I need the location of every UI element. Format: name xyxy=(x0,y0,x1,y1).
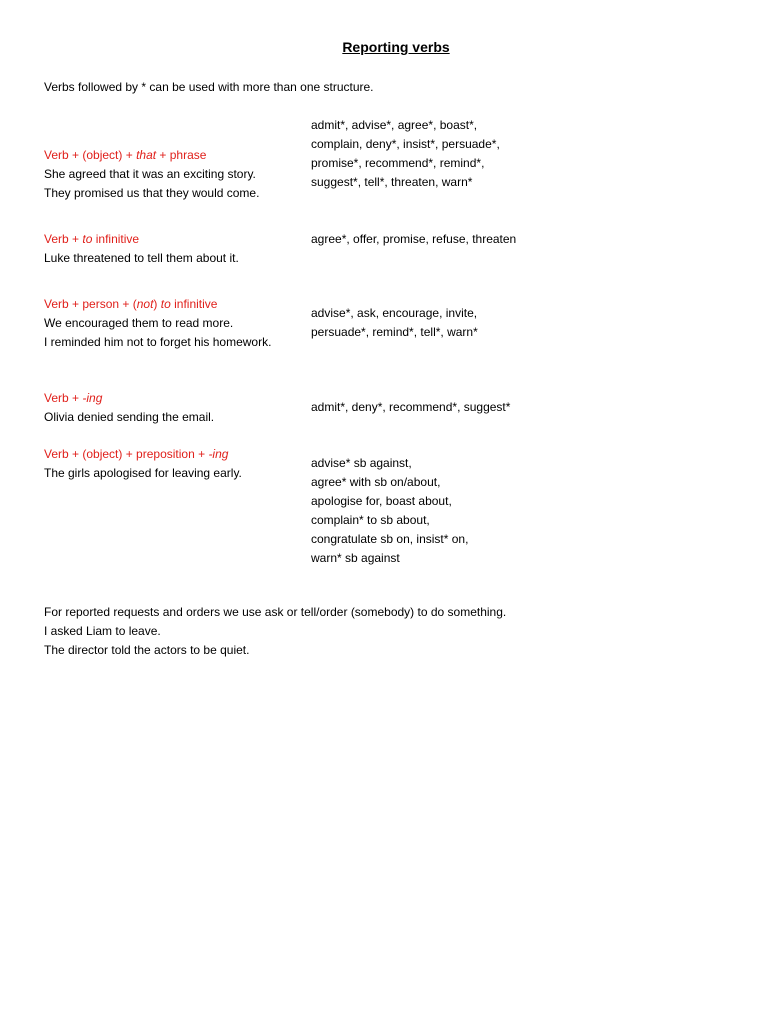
section-to-infinitive-left xyxy=(44,230,306,268)
section-person-infinitive-left xyxy=(44,295,306,352)
verb-list-line: admit*, deny*, recommend*, suggest* xyxy=(311,400,511,414)
example-line: We encouraged them to read more. xyxy=(44,316,234,330)
heading-italic: -ing xyxy=(208,447,229,461)
verb-list-line: persuade*, remind*, tell*, warn* xyxy=(311,325,478,339)
example-line: She agreed that it was an exciting story. xyxy=(44,167,256,181)
section-preposition-ing-verbs xyxy=(311,454,751,568)
heading-italic: not xyxy=(136,297,154,311)
section-that-phrase-verbs xyxy=(311,116,751,192)
heading-part: Verb + xyxy=(44,391,83,405)
footer-line: I asked Liam to leave. xyxy=(44,624,161,638)
verb-list-line: admit*, advise*, agree*, boast*, xyxy=(311,118,478,132)
verb-list-line: advise* sb against, xyxy=(311,456,412,470)
section-preposition-ing-left xyxy=(44,445,306,483)
example-line: They promised us that they would come. xyxy=(44,186,260,200)
heading-part: + phrase xyxy=(156,148,207,162)
verb-list-line: congratulate sb on, insist* on, xyxy=(311,532,469,546)
example-line: The girls apologised for leaving early. xyxy=(44,466,242,480)
example-line: Olivia denied sending the email. xyxy=(44,410,215,424)
heading-part: Verb + (object) + xyxy=(44,148,137,162)
heading-part: Verb + xyxy=(44,232,83,246)
verb-list-line: complain, deny*, insist*, persuade*, xyxy=(311,137,500,151)
verb-list-line: suggest*, tell*, threaten, warn* xyxy=(311,175,473,189)
verb-list-line: agree*, offer, promise, refuse, threaten xyxy=(311,232,517,246)
heading-italic: that xyxy=(136,148,157,162)
verb-list-line: advise*, ask, encourage, invite, xyxy=(311,306,478,320)
heading-part: infinitive xyxy=(170,297,218,311)
verb-list-line: warn* sb against xyxy=(311,551,400,565)
heading-italic: to xyxy=(160,297,171,311)
heading-italic: to xyxy=(82,232,93,246)
heading-italic: -ing xyxy=(82,391,103,405)
example-line: I reminded him not to forget his homework. xyxy=(44,335,272,349)
section-heading xyxy=(44,295,306,314)
verb-list-line: promise*, recommend*, remind*, xyxy=(311,156,485,170)
footer-line: For reported requests and orders we use ask or tell/order (somebody) to do something. xyxy=(44,605,507,619)
heading-part: ) xyxy=(153,297,161,311)
heading-part: Verb + (object) + preposition + xyxy=(44,447,209,461)
section-person-infinitive-verbs xyxy=(311,304,751,342)
section-heading xyxy=(44,445,306,464)
heading-part: Verb + person + ( xyxy=(44,297,137,311)
section-heading xyxy=(44,389,306,408)
section-ing-left xyxy=(44,389,306,427)
section-that-phrase-left xyxy=(44,146,306,203)
verb-list-line: apologise for, boast about, xyxy=(311,494,452,508)
verb-list-line: agree* with sb on/about, xyxy=(311,475,441,489)
verb-list-line: complain* to sb about, xyxy=(311,513,430,527)
page-title: Reporting verbs xyxy=(342,39,450,55)
intro-text: Verbs followed by * can be used with more than one structure. xyxy=(44,80,374,94)
section-to-infinitive-verbs xyxy=(311,230,751,249)
section-heading xyxy=(44,230,306,249)
example-line: Luke threatened to tell them about it. xyxy=(44,251,239,265)
heading-part: infinitive xyxy=(92,232,140,246)
section-heading xyxy=(44,146,306,165)
section-ing-verbs xyxy=(311,398,751,417)
footer-line: The director told the actors to be quiet. xyxy=(44,643,250,657)
footer-notes xyxy=(44,603,506,660)
